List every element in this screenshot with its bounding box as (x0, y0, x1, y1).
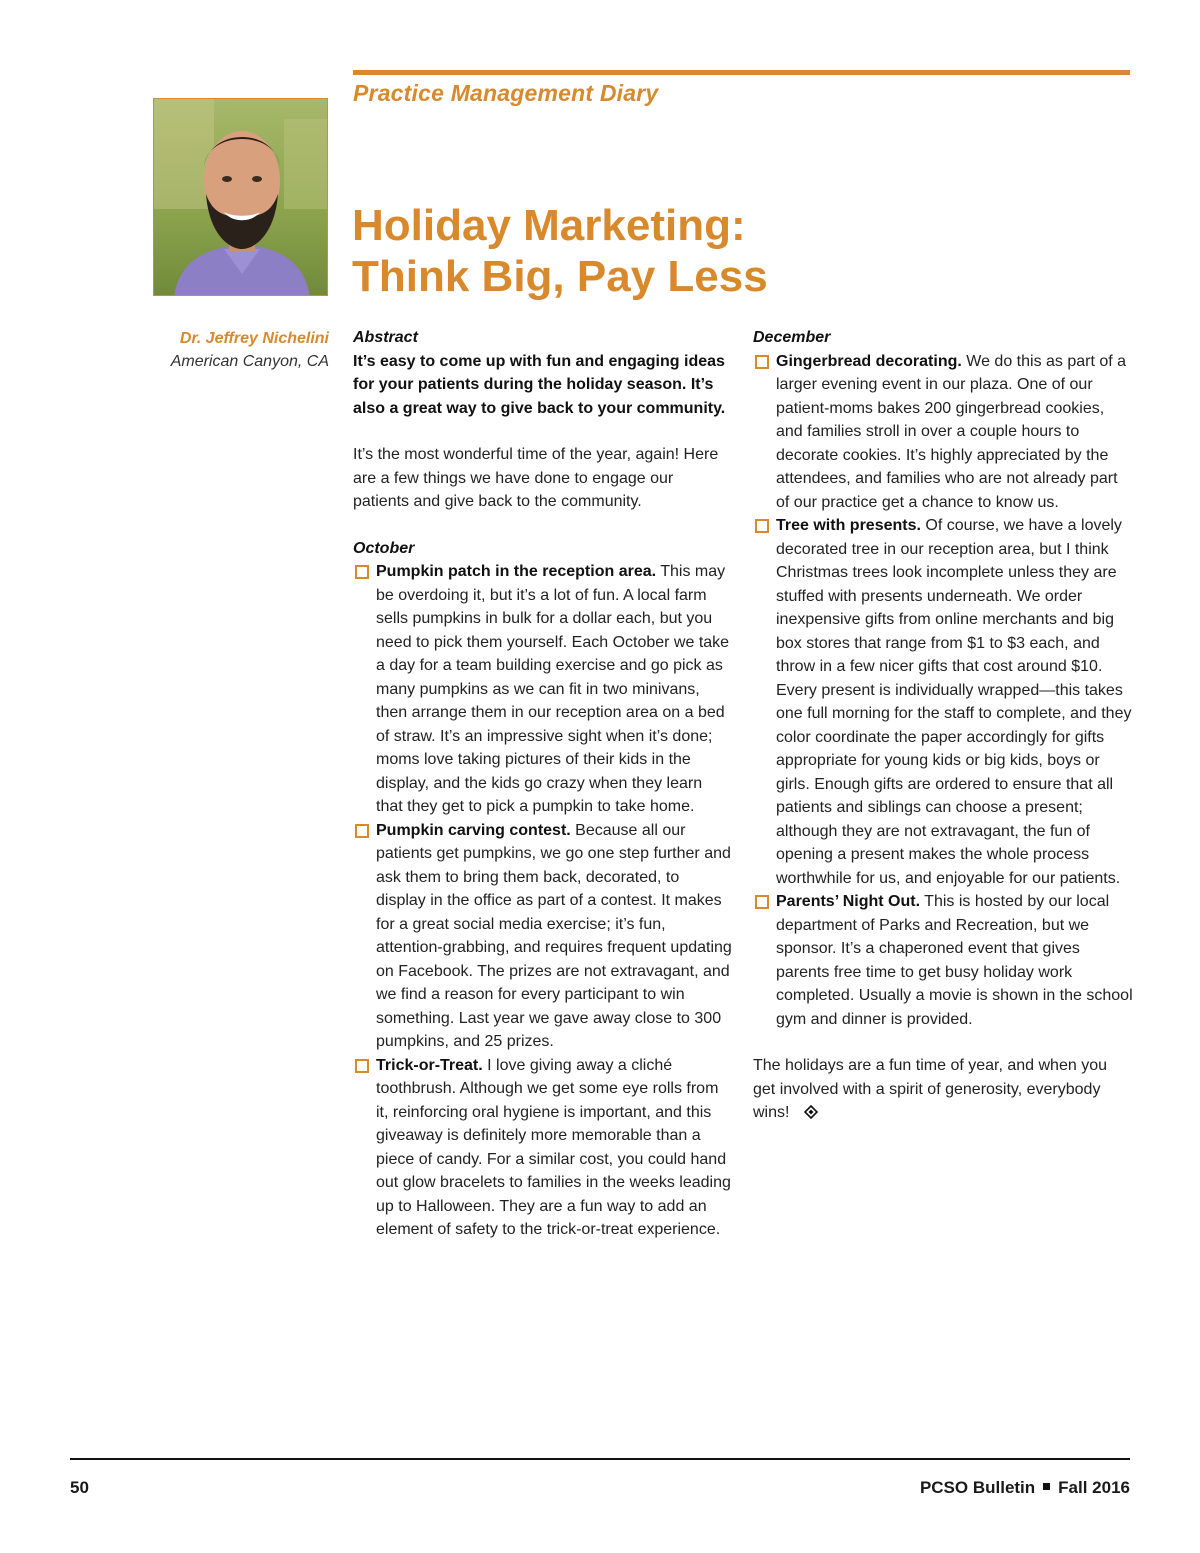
december-heading: December (753, 329, 831, 346)
footer-publication (920, 1478, 1130, 1498)
item-lead: Pumpkin patch in the reception area. (376, 563, 657, 580)
item-text: Of course, we have a lovely decorated tree in our reception area, but I think Christmas trees look incomplete unless they are stuffed with presents underneath. We order inexpensive gifts from online merchants and big box stores that range from $1 to $3 each, and throw in a few nicer gifts that cost around $10. Every present is individually wrapped—this takes one full morning for the staff to complete, and they color coordinate the paper accordingly for gifts appropriate for young kids or big kids, boys or girls. Enough gifts are ordered to ensure that all patients and siblings can choose a present; although they are not extravagant, the fun of opening a present makes the whole process worthwhile for us, and enjoyable for our patients. (776, 517, 1132, 887)
end-diamond-icon (804, 1105, 818, 1119)
left-column (353, 326, 733, 1242)
checkbox-bullet-icon (355, 824, 369, 838)
article-title (352, 200, 1052, 302)
list-item (353, 819, 733, 1054)
intro-paragraph: It’s the most wonderful time of the year, again! Here are a few things we have done to engage our patients and give back to the community. (353, 446, 719, 510)
december-list (753, 350, 1133, 1032)
item-text: This is hosted by our local department of Parks and Recreation, but we sponsor. It’s a chaperoned event that gives parents free time to get busy holiday work completed. Usually a movie is shown in the school gym and dinner is provided. (776, 893, 1133, 1028)
item-text: We do this as part of a larger evening event in our plaza. One of our patient-moms bakes 200 gingerbread cookies, and families stroll in over a couple hours to decorate cookies. It’s highly appreciated by the attendees, and families who are not already part of our practice get a chance to know us. (776, 352, 1127, 511)
issue-label: Fall 2016 (1058, 1478, 1130, 1497)
item-lead: Tree with presents. (776, 517, 921, 534)
item-lead: Trick-or-Treat. (376, 1056, 483, 1074)
item-text: This may be overdoing it, but it’s a lot of fun. A local farm sells pumpkins in bulk for a dollar each, but you need to pick them yourself. Each October we take a day for a team building exercise and go pick as many pumpkins as we can fit in two minivans, then arrange them in our reception area on a bed of straw. It’s an impressive sight when it’s done; moms love taking pictures of their kids in the display, and the kids go crazy when they learn that they get to pick a pumpkin to take home. (376, 563, 730, 815)
item-lead: Parents’ Night Out. (776, 893, 921, 910)
item-text: I love giving away a cliché toothbrush. Although we get some eye rolls from it, reinforcing oral hygiene is important, and this giveaway is definitely more memorable than a piece of candy. For a similar cost, you could hand out glow bracelets to families in the weeks leading up to Halloween. They are a fun way to add an element of safety to the trick-or-treat experience. (376, 1056, 731, 1238)
list-item (753, 350, 1133, 515)
abstract-text: It’s easy to come up with fun and engaging ideas for your patients during the holiday season. It’s also a great way to give back to your community. (353, 352, 726, 417)
item-text: Because all our patients get pumpkins, we go one step further and ask them to bring them back, decorated, to display in the office as part of a contest. It makes for a great social media exercise; it’s fun, attention-grabbing, and requires frequent updating on Facebook. The prizes are not extravagant, and we find a reason for every participant to win something. Last year we gave away close to 300 pumpkins, and 25 prizes. (376, 821, 732, 1050)
author-photo (153, 98, 328, 296)
author-location: American Canyon, CA (170, 353, 329, 370)
right-column (753, 326, 1133, 1125)
separator-square-icon (1043, 1483, 1050, 1490)
publication-name: PCSO Bulletin (919, 1478, 1036, 1497)
abstract-heading: Abstract (353, 329, 418, 346)
checkbox-bullet-icon (755, 895, 769, 909)
list-item (753, 514, 1133, 890)
checkbox-bullet-icon (755, 519, 769, 533)
list-item (353, 1054, 733, 1242)
top-rule (353, 70, 1130, 75)
closing-paragraph (753, 1054, 1133, 1125)
october-heading: October (353, 539, 415, 557)
footer-rule (70, 1458, 1130, 1460)
author-name: Dr. Jeffrey Nichelini (179, 330, 329, 347)
page-number: 50 (70, 1478, 89, 1497)
title-line-1: Holiday Marketing: (352, 201, 746, 250)
checkbox-bullet-icon (355, 565, 369, 579)
item-lead: Pumpkin carving contest. (376, 821, 571, 839)
october-list (353, 560, 733, 1242)
section-label: Practice Management Diary (353, 80, 659, 106)
list-item (353, 560, 733, 819)
list-item (753, 890, 1133, 1031)
item-lead: Gingerbread decorating. (776, 352, 962, 370)
byline (171, 327, 329, 373)
checkbox-bullet-icon (355, 1059, 369, 1073)
title-line-2: Think Big, Pay Less (352, 252, 768, 301)
checkbox-bullet-icon (755, 355, 769, 369)
closing-text: The holidays are a fun time of year, and when you get involved with a spirit of generosity, everybody wins! (753, 1057, 1107, 1121)
